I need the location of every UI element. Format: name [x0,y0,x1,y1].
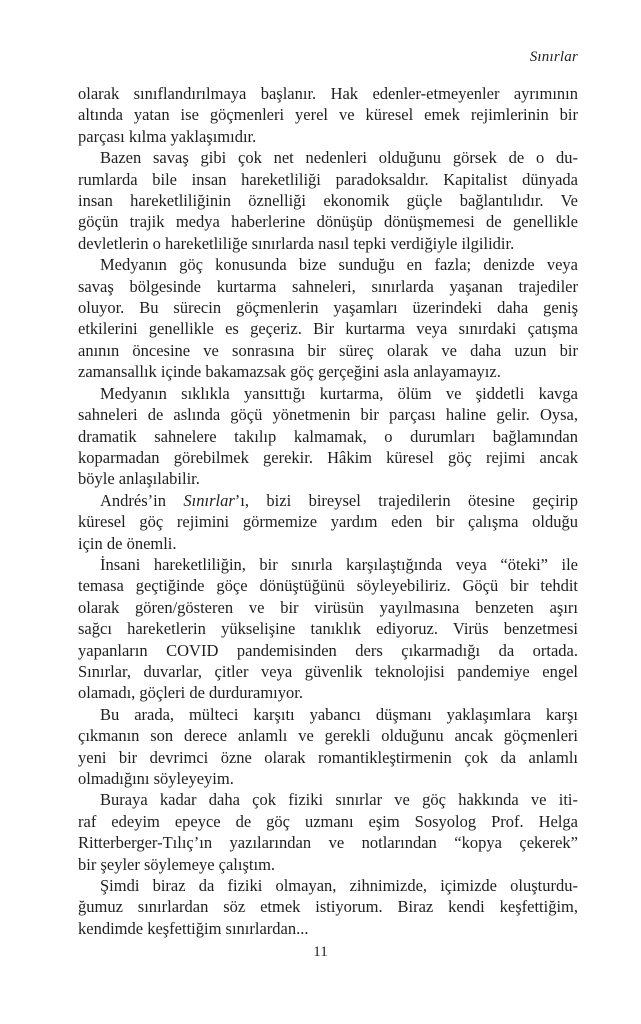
text-line [78,104,578,125]
text-run: olarak sınıflandırılmaya başlanır. Hak edenler-etmeyenler ayrımının [78,84,578,103]
text-run: ’ı, bizi bireysel trajedilerin ötesine geçirip [234,490,579,510]
page-number: 11 [313,944,328,960]
text-line [78,704,578,725]
paragraph [78,490,578,554]
text-run: küresel göç rejimini görmemize yardım eden bir çalışma olduğu [78,512,578,532]
text-run: sahneleri de aslında göçü yönetmenin bir parçası haline gelir. Oysa, [78,405,578,425]
text-run: anının öncesine ve sonrasına bir süreç olarak ve daha uzun bir [78,340,578,360]
text-run: böyle anlaşılabilir. [78,469,200,489]
text-line [78,554,578,575]
text-line [78,404,578,425]
text-run: etkilerini genellikle es geçeriz. Bir kurtarma veya sınırdaki çatışma [78,319,578,339]
text-run: temasa geçtiğinde göçe dönüştüğünü söyleyebiliriz. Göçü bir tehdit [78,576,578,596]
text-line [78,254,578,275]
text-line [78,661,578,682]
text-run: Medyanın sıklıkla yansıttığı kurtarma, ölüm ve şiddetli kavga [100,383,578,403]
paragraph [78,147,578,254]
text-run: kendimde keşfettiğim sınırlardan... [78,918,309,938]
text-run: Bazen savaş gibi çok net nedenleri olduğunu görsek de o du- [100,148,578,168]
text-run: göçün trajik medya haberlerine dönüşüp dönüşmemesi de genellikle [78,212,578,232]
text-line [78,83,578,104]
text-line [78,490,578,511]
text-run: parçası kılma yaklaşımıdır. [78,126,257,146]
text-line [78,318,578,339]
text-line [78,682,578,703]
text-line [78,832,578,853]
book-title-italic: Sınırlar [183,490,235,510]
text-line [78,640,578,661]
text-run: zamansallık içinde bakamazsak göç gerçeğini asla anlayamayız. [78,362,501,382]
text-line [78,297,578,318]
text-run: Sınırlar, duvarlar, çitler veya güvenlik teknolojisi pandemiye engel [78,661,578,681]
text-run: Bu arada, mülteci karşıtı yabancı düşmanı yaklaşımlara karşı [100,704,578,724]
text-run: Buraya kadar daha çok fiziki sınırlar ve göç hakkında ve iti- [100,790,578,810]
text-run: Şimdi biraz da fiziki olmayan, zihnimizde, içimizde oluşturdu- [100,876,578,896]
text-line [78,875,578,896]
text-line [78,468,578,489]
text-run: olamadı, göçleri de durduramıyor. [78,683,303,703]
paragraph [78,789,578,875]
text-line [78,126,578,147]
text-run: çıkmanın son derece anlamlı ve gerekli olduğunu ancak göçmenleri [78,726,578,746]
text-line [78,854,578,875]
paragraph [78,875,578,939]
text-run: için de önemli. [78,533,177,553]
text-line [78,190,578,211]
paragraph [78,554,578,704]
paragraph [78,254,578,382]
text-run: Ritterberger-Tılıç’ın yazılarından ve notlarından “kopya çekerek” [78,833,578,853]
text-run: Andrés’in [100,490,184,510]
text-run: insan hareketliliğinin öznelliği ekonomik güçle bağlantılıdır. Ve [78,191,578,211]
text-run: yeni bir devrimci özne olarak romantikleştirmenin çok da anlamlı [78,747,578,767]
text-run: savaş bölgesinde kurtarma sahneleri, sınırlarda yaşanan trajediler [78,276,578,296]
paragraph [78,704,578,790]
text-line [78,725,578,746]
text-line [78,597,578,618]
text-line [78,768,578,789]
text-run: olarak gören/gösteren ve bir virüsün yayılmasına benzeten aşırı [78,597,578,617]
text-run: oluyor. Bu sürecin göçmenlerin yaşamları üzerindeki daha geniş [78,298,578,318]
text-line [78,361,578,382]
text-run: Medyanın göç konusunda bize sunduğu en fazla; denizde veya [100,255,578,275]
body-text [78,83,578,939]
text-line [78,211,578,232]
text-line [78,511,578,532]
text-run: raf edeyim epeyce de göç uzmanı eşim Sosyolog Prof. Helga [78,811,578,831]
running-head-title: Sınırlar [529,49,578,65]
text-line [78,340,578,361]
text-line [78,533,578,554]
text-run: dramatik sahnelere takılıp kalmamak, o durumları bağlamından [78,426,578,446]
text-line [78,447,578,468]
text-run: devletlerin o hareketliliğe sınırlarda nasıl tepki verdiğiyle ilgilidir. [78,233,515,253]
text-run: bir şeyler söylemeye çalıştım. [78,854,276,874]
text-run: rumlarda bile insan hareketliliği paradoksaldır. Kapitalist dünyada [78,169,578,189]
text-line [78,383,578,404]
text-line [78,918,578,939]
text-run: altında yatan ise göçmenleri yerel ve küresel emek rejimlerinin bir [78,105,578,125]
text-line [78,575,578,596]
text-line [78,426,578,447]
paragraph [78,83,578,147]
text-run: İnsani hareketliliğin, bir sınırla karşılaştığında veya “öteki” ile [100,554,578,574]
text-line [78,618,578,639]
text-line [78,789,578,810]
text-line [78,811,578,832]
text-line [78,169,578,190]
text-line [78,147,578,168]
text-run: ğumuz sınırlardan söz etmek istiyorum. Biraz kendi keşfettiğim, [78,897,578,917]
text-run: sağcı hareketlerin yükselişine tanıklık ediyoruz. Virüs benzetmesi [78,619,578,639]
text-run: koparmadan görebilmek gerekir. Hâkim küresel göç rejimi ancak [78,447,578,467]
text-run: yapanların COVID pandemisinden ders çıkarmadığı da ortada. [78,640,578,660]
text-line [78,276,578,297]
text-line [78,747,578,768]
paragraph [78,383,578,490]
text-line [78,896,578,917]
text-run: olmadığını söyleyeyim. [78,769,234,788]
text-line [78,233,578,254]
